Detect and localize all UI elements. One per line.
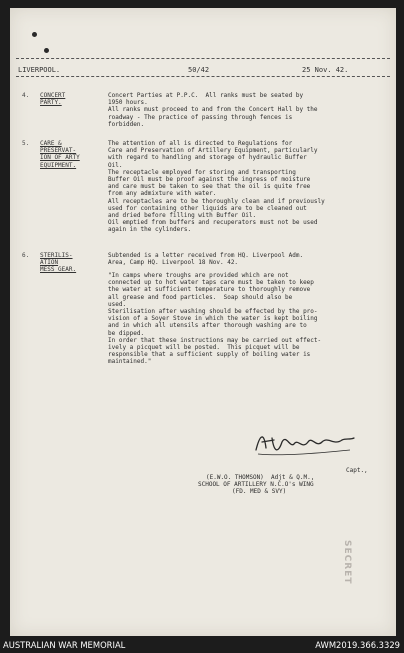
item-number: 6.: [22, 252, 30, 259]
punch-hole: [44, 48, 49, 53]
signature-subunit: (FD. MED & SVY): [232, 488, 287, 495]
footer-accession-number: AWM2019.366.3329: [315, 640, 400, 650]
signature-name: (E.W.O. THOMSON) Adjt & Q.M.,: [206, 474, 315, 481]
header-ref: 50/42: [188, 66, 210, 74]
header-location: LIVERPOOL.: [18, 66, 61, 74]
item-number: 5.: [22, 140, 30, 147]
item-heading: CONCERT PARTY.: [40, 92, 66, 107]
item-number: 4.: [22, 92, 30, 99]
item-body: Concert Parties at P.P.C. All ranks must be seated by 1950 hours. All ranks must proceed to and from the Concert Hall by the roadway - The practice of passing through fences is forbidden.: [108, 92, 318, 128]
header-date: 25 Nov. 42.: [302, 66, 349, 74]
item-body: Subtended is a letter received from HQ. Liverpool Adm. Area, Camp HQ. Liverpool 18 Nov. 42.: [108, 252, 304, 267]
signature-rank: Capt.,: [346, 467, 368, 474]
item-body: The attention of all is directed to Regulations for Care and Preservation of Artillery Equipment, particularly with regard to handling and storage of hydraulic Buffer Oil. The receptacle employed for storing and transporting Buffer Oil must be proof against the ingress of moisture and care must be taken to see that the oil is quite free from any admixture with water. All receptacles are to be thoroughly clean and if previously used for containing other liquids are to be cleaned out and dried before filling with Buffer Oil. Oil emptied from buffers and recuperators must not be used again in the cylinders.: [108, 140, 325, 234]
item-heading: STERILIS- ATION MESS GEAR.: [40, 252, 77, 274]
footer-bar: [0, 638, 404, 653]
quoted-letter: "In camps where troughs are provided which are not connected up to hot water taps care must be taken to keep the water at sufficient temperature to thoroughly remove all grease and food particles. Soap should also be used. Sterilisation after washing should be effected by the pro- vision of a Soyer Stove in which the water is kept boiling and in which all utensils after thorough washing are to be dipped. In order that these instructions may be carried out effect- ively a picquet will be posted. This picquet will be responsible that a sufficient supply of boiling water is maintained.": [108, 272, 322, 366]
handwritten-signature: [250, 428, 360, 462]
header-rule-bottom: [16, 76, 390, 77]
signature-unit: SCHOOL OF ARTILLERY N.C.O's WING: [198, 481, 314, 488]
footer-institution: AUSTRALIAN WAR MEMORIAL: [3, 640, 126, 650]
header-rule-top: [16, 58, 390, 59]
item-heading: CARE & PRESERVAT- ION OF ARTY EQUIPMENT.: [40, 140, 80, 169]
punch-hole: [32, 32, 37, 37]
secret-stamp: SECRET: [342, 540, 352, 585]
document-page: [10, 8, 396, 636]
